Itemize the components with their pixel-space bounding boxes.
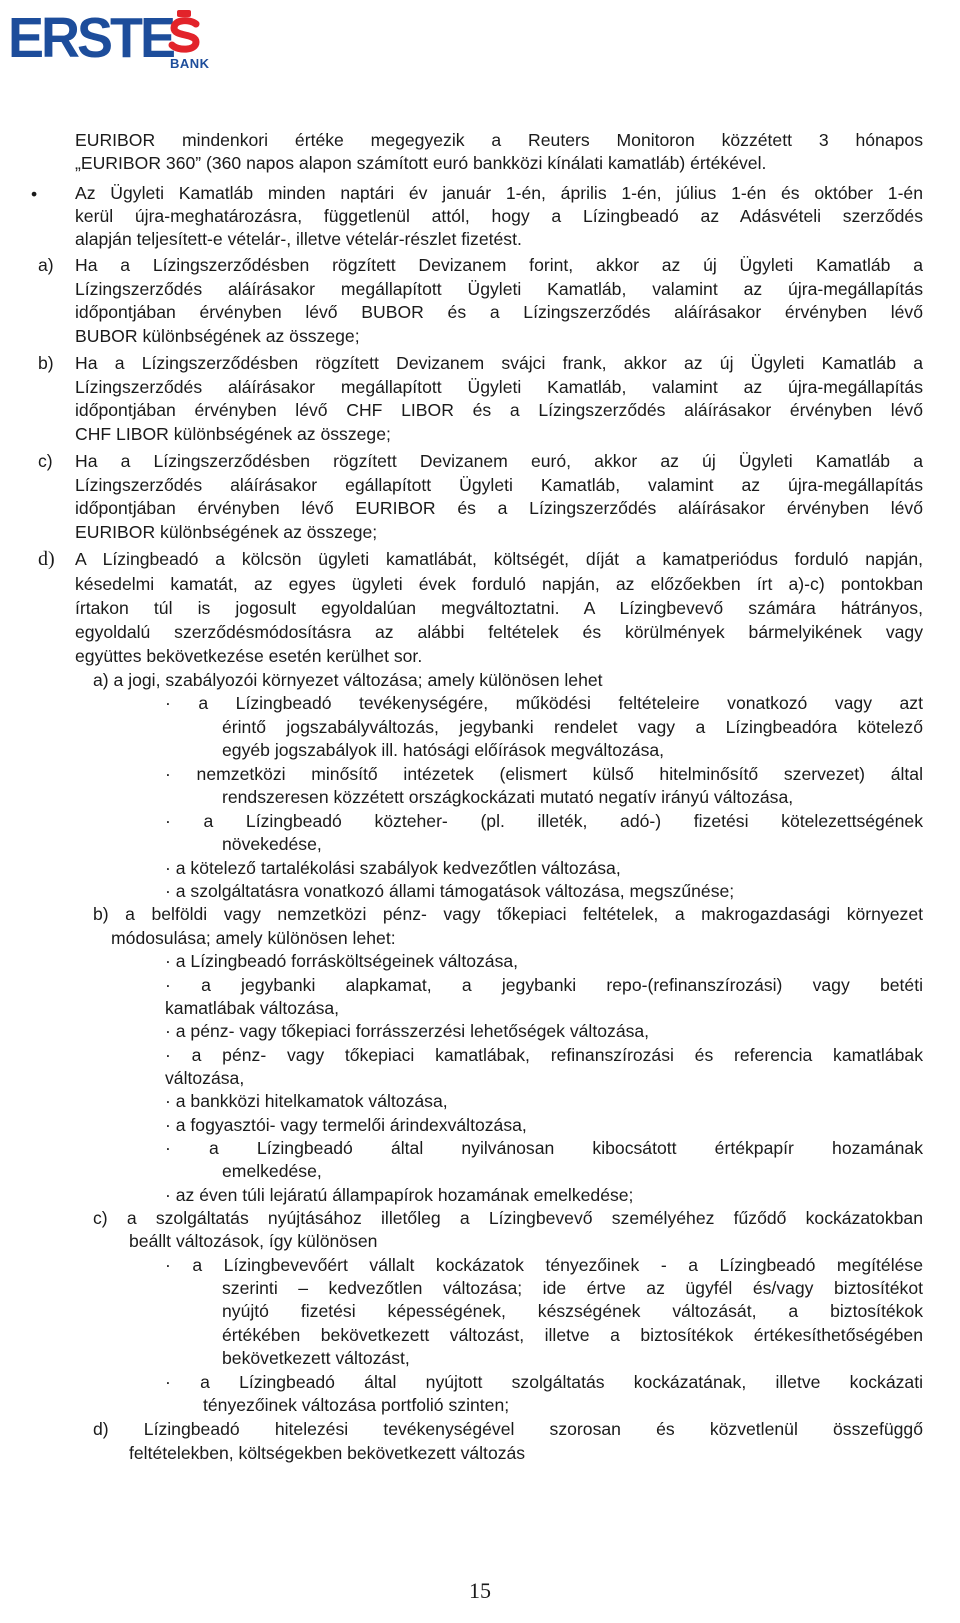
- text-line: Ha a Lízingszerződésben rögzített Devizanem forint, akkor az új Ügyleti Kamatláb a: [75, 255, 923, 275]
- text-line: Lízingszerződés aláírásakor megállapított Ügyleti Kamatláb, valamint az újra-megállapítás: [75, 279, 923, 299]
- text-line: b) a belföldi vagy nemzetközi pénz- vagy tőkepiaci feltételek, a makrogazdasági környezet: [93, 904, 923, 924]
- text-line: emelkedése,: [222, 1161, 322, 1181]
- item-marker-d: d): [38, 548, 55, 570]
- text-line: EURIBOR mindenkori értéke megegyezik a Reuters Monitoron közzétett 3 hónapos: [75, 130, 923, 150]
- text-line: c) a szolgáltatás nyújtásához illetőleg a Lízingbevevő személyéhez fűződő kockázatokban: [93, 1208, 923, 1228]
- text-line: · a Lízingbeadó forrásköltségeinek változása,: [165, 951, 519, 971]
- text-line: · a bankközi hitelkamatok változása,: [165, 1091, 448, 1111]
- text-line: Ha a Lízingszerződésben rögzített Devizanem euró, akkor az új Ügyleti Kamatláb a: [75, 451, 923, 471]
- item-marker-a: a): [38, 255, 54, 275]
- item-marker-b: b): [38, 353, 54, 373]
- page-number: 15: [469, 1578, 491, 1603]
- bullet-marker: •: [31, 184, 38, 204]
- text-line: · a Lízingbeadó által nyilvánosan kibocsátott értékpapír hozamának: [165, 1138, 923, 1158]
- text-line: írtakon túl is jogosult egyoldalúan megváltoztatni. A Lízingbevevő számára hátrányos,: [75, 598, 923, 618]
- text-line: időpontjában érvényben lévő EURIBOR és a Lízingszerződés aláírásakor érvényben lévő: [75, 498, 923, 518]
- text-line: Az Ügyleti Kamatláb minden naptári év január 1-én, április 1-én, július 1-én és október 1-én: [75, 183, 923, 203]
- text-line: kamatlábak változása,: [165, 998, 340, 1018]
- text-line: időpontjában érvényben lévő BUBOR és a Lízingszerződés aláírásakor érvényben lévő: [75, 302, 923, 322]
- text-line: · a Lízingbevevőért vállalt kockázatok tényezőinek - a Lízingbeadó megítélése: [165, 1255, 923, 1275]
- text-line: · a Lízingbeadó által nyújtott szolgáltatás kockázatának, illetve kockázati: [165, 1372, 923, 1392]
- text-line: · a jegybanki alapkamat, a jegybanki repo-(refinanszírozási) vagy betéti: [165, 975, 923, 995]
- text-line: · az éven túli lejáratú állampapírok hozamának emelkedése;: [165, 1185, 634, 1205]
- text-line: · nemzetközi minősítő intézetek (elismert külső hitelminősítő szervezet) által: [165, 764, 923, 784]
- text-line: tényezőinek változása portfolió szinten;: [203, 1395, 510, 1415]
- text-line: A Lízingbeadó a kölcsön ügyleti kamatlábát, költségét, díját a kamatperiódus forduló napján,: [75, 549, 923, 569]
- text-line: BUBOR különbségének az összege;: [75, 326, 360, 346]
- text-line: Lízingszerződés aláírásakor egállapított Ügyleti Kamatláb, valamint az újra-megállapítás: [75, 475, 923, 495]
- text-line: · a fogyasztói- vagy termelői árindexváltozása,: [165, 1115, 527, 1135]
- text-line: egyoldalú szerződésmódosításra az alábbi feltételek és körülmények bármelyikének vagy: [75, 622, 923, 642]
- text-line: rendszeresen közzétett országkockázati mutató negatív irányú változása,: [222, 787, 794, 807]
- text-line: feltételekben, költségekben bekövetkezett változás: [129, 1443, 526, 1463]
- text-line: · a Lízingbeadó tevékenységére, működési feltételeire vonatkozó vagy azt: [165, 693, 923, 713]
- text-line: változása,: [165, 1068, 245, 1088]
- text-line: értékében bekövetkezett változást, illetve a biztosítékok értékesíthetőségében: [222, 1325, 923, 1345]
- logo-s-mark-icon: [168, 10, 202, 54]
- text-line: d) Lízingbeadó hitelezési tevékenységével szorosan és közvetlenül összefüggő: [93, 1419, 923, 1439]
- text-line: együttes bekövetkezése esetén kerülhet sor.: [75, 646, 423, 666]
- text-line: növekedése,: [222, 834, 322, 854]
- text-line: a) a jogi, szabályozói környezet változása; amely különösen lehet: [93, 670, 603, 690]
- text-line: · a pénz- vagy tőkepiaci forrásszerzési lehetőségek változása,: [165, 1021, 650, 1041]
- text-line: · a szolgáltatásra vonatkozó állami támogatások változása, megszűnése;: [165, 881, 735, 901]
- text-line: kerül újra-meghatározásra, függetlenül attól, hogy a Lízingbeadó az Adásvételi szerződés: [75, 206, 923, 226]
- text-line: Ha a Lízingszerződésben rögzített Devizanem svájci frank, akkor az új Ügyleti Kamatláb a: [75, 353, 923, 373]
- text-line: Lízingszerződés aláírásakor megállapított Ügyleti Kamatláb, valamint az újra-megállapítás: [75, 377, 923, 397]
- text-line: módosulása; amely különösen lehet:: [111, 928, 396, 948]
- text-line: beállt változások, így különösen: [129, 1231, 378, 1251]
- erste-bank-logo: [8, 6, 210, 76]
- text-line: · a Lízingbeadó közteher- (pl. illeték, adó-) fizetési kötelezettségének: [165, 811, 923, 831]
- text-line: szerinti – kedvezőtlen változása; ide értve az ügyfél és/vagy biztosítékot: [222, 1278, 923, 1298]
- text-line: időpontjában érvényben lévő CHF LIBOR és a Lízingszerződés aláírásakor érvényben lévő: [75, 400, 923, 420]
- text-line: CHF LIBOR különbségének az összege;: [75, 424, 391, 444]
- text-line: · a kötelező tartalékolási szabályok kedvezőtlen változása,: [165, 858, 621, 878]
- text-line: nyújtó fizetési képességének, készségének változását, a biztosítékok: [222, 1301, 923, 1321]
- text-line: EURIBOR különbségének az összege;: [75, 522, 378, 542]
- text-line: bekövetkezett változást,: [222, 1348, 410, 1368]
- text-line: késedelmi kamatát, az egyes ügyleti évek forduló napján, az előzőekben írt a)-c) pontokban: [75, 574, 923, 594]
- text-line: egyéb jogszabályok ill. hatósági előírások megváltozása,: [222, 740, 665, 760]
- logo-subtitle: BANK: [170, 56, 210, 71]
- text-line: alapján teljesített-e vételár-, illetve vételár-részlet fizetést.: [75, 229, 522, 249]
- item-marker-c: c): [38, 451, 53, 471]
- text-line: „EURIBOR 360” (360 napos alapon számított euró bankközi kínálati kamatláb) értékével.: [75, 153, 767, 173]
- text-line: · a pénz- vagy tőkepiaci kamatlábak, refinanszírozási és referencia kamatlábak: [165, 1045, 923, 1065]
- text-line: érintő jogszabályváltozás, jegybanki rendelet vagy a Lízingbeadóra kötelező: [222, 717, 923, 737]
- logo-wordmark: ERSTE: [8, 6, 174, 70]
